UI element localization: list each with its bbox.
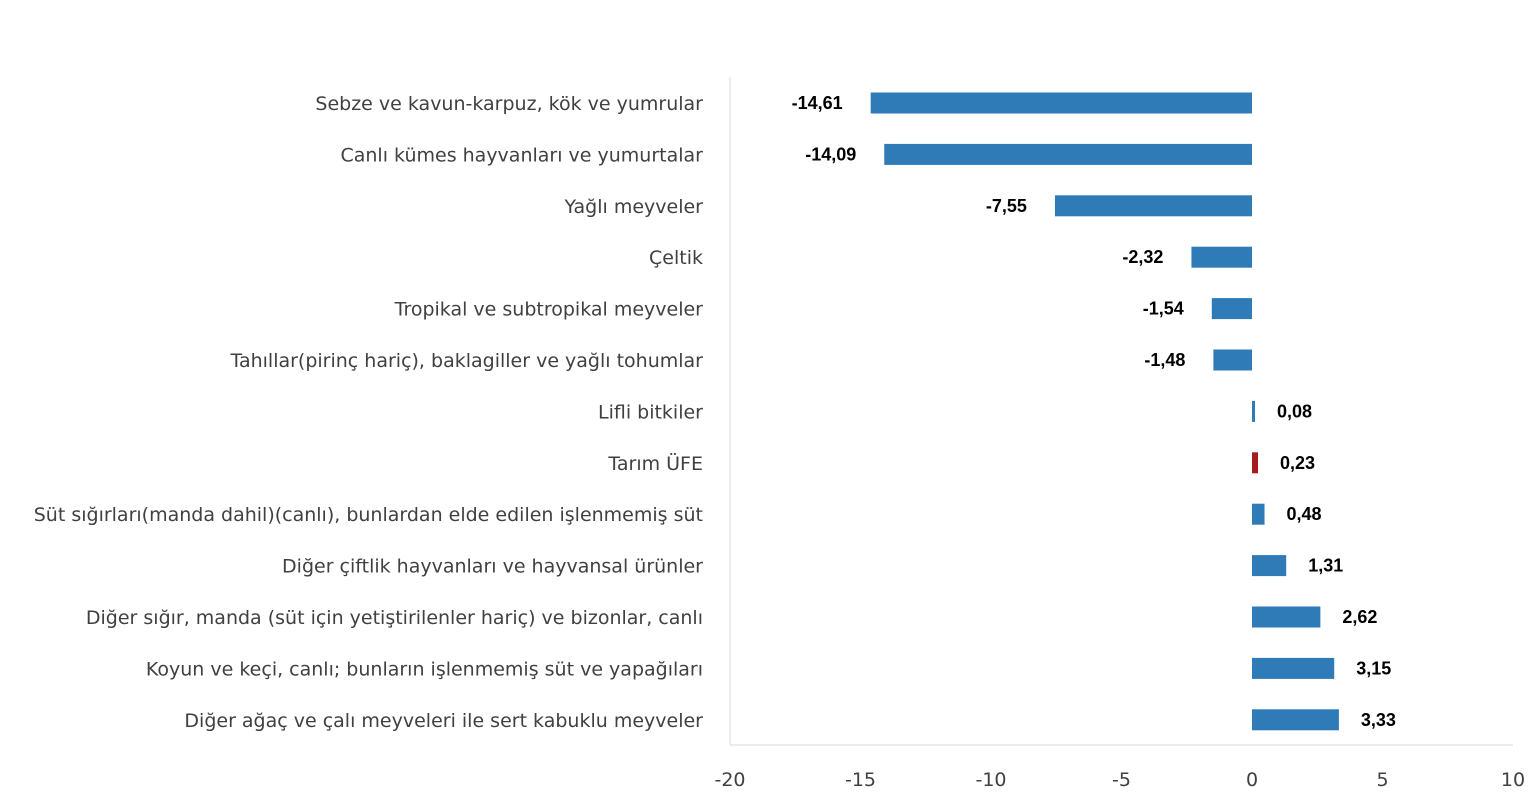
data-label: -1,54 <box>1142 298 1184 319</box>
bar <box>1252 504 1265 525</box>
bar <box>1252 607 1320 628</box>
chart-axes <box>714 77 1525 791</box>
category-label: Lifli bitkiler <box>597 401 703 424</box>
category-label: Süt sığırları(manda dahil)(canlı), bunlardan elde edilen işlenmemiş süt <box>33 504 703 527</box>
data-label: 0,23 <box>1280 452 1316 473</box>
data-label: -14,61 <box>791 93 843 113</box>
category-label: Sebze ve kavun-karpuz, kök ve yumrular <box>315 93 703 115</box>
x-tick-label: 5 <box>1376 769 1389 791</box>
bar <box>1252 709 1339 730</box>
category-label: Diğer ağaç ve çalı meyveleri ile sert kabuklu meyveler <box>184 709 703 732</box>
category-label: Koyun ve keçi, canlı; bunların işlenmemiş süt ve yapağıları <box>145 658 703 681</box>
data-label: 3,33 <box>1360 709 1396 730</box>
category-label: Diğer çiftlik hayvanları ve hayvansal ürünler <box>282 555 703 578</box>
data-label: 0,48 <box>1286 504 1322 525</box>
data-label: -7,55 <box>985 195 1027 216</box>
category-label: Diğer sığır, manda (süt için yetiştirilenler hariç) ve bizonlar, canlı <box>85 607 703 629</box>
x-tick-label: 0 <box>1245 769 1259 791</box>
bar <box>1212 298 1252 319</box>
bar <box>1252 401 1255 422</box>
bar <box>1191 247 1252 268</box>
bar <box>871 93 1252 114</box>
data-label: -1,48 <box>1144 350 1186 370</box>
category-label: Canlı kümes hayvanları ve yumurtalar <box>340 144 703 167</box>
bar <box>1055 195 1252 216</box>
bar <box>884 144 1252 165</box>
bar <box>1252 452 1258 473</box>
data-label: -14,09 <box>805 144 857 165</box>
bar <box>1213 350 1252 371</box>
data-label: 3,15 <box>1356 658 1392 679</box>
chart-labels <box>34 93 1396 732</box>
x-tick-label: -5 <box>1112 769 1131 791</box>
x-tick-label: 10 <box>1500 769 1526 791</box>
data-label: 1,31 <box>1308 555 1344 576</box>
bar <box>1252 658 1334 679</box>
category-label: Çeltik <box>649 247 703 270</box>
x-tick-label: -10 <box>975 769 1007 791</box>
data-label: 0,08 <box>1277 401 1313 422</box>
category-label: Tahıllar(pirinç hariç), baklagiller ve yağlı tohumlar <box>230 350 703 372</box>
x-tick-label: -20 <box>714 769 746 791</box>
x-tick-label: -15 <box>844 769 877 791</box>
category-label: Tropikal ve subtropikal meyveler <box>394 298 703 321</box>
category-label: Yağlı meyveler <box>564 195 703 218</box>
data-label: 2,62 <box>1342 607 1378 627</box>
category-label: Tarım ÜFE <box>608 452 703 475</box>
bar <box>1252 555 1286 576</box>
chart-bars <box>871 93 1339 731</box>
data-label: -2,32 <box>1122 247 1164 268</box>
